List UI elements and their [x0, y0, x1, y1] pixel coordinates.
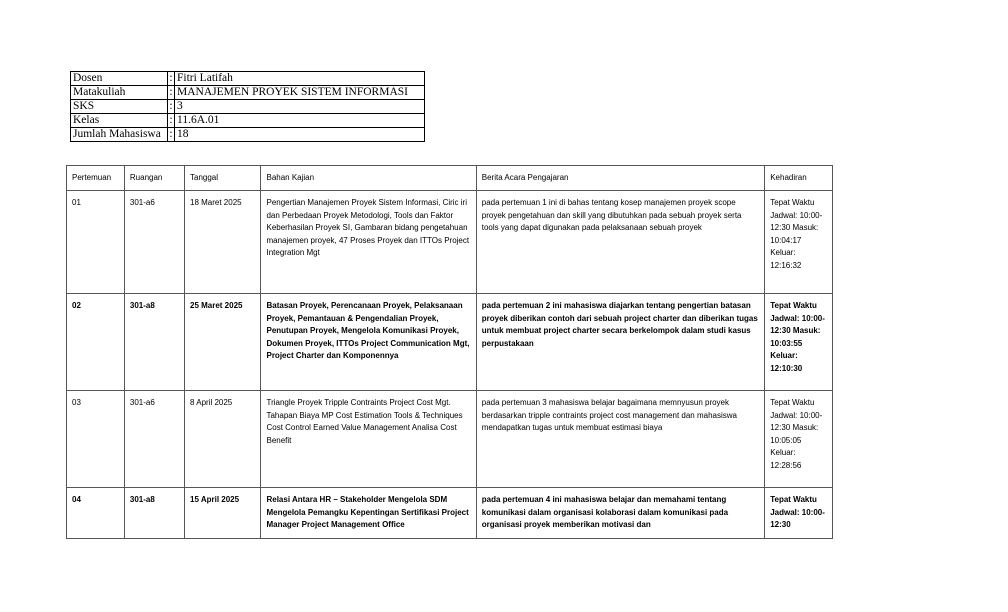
info-colon: : [169, 72, 173, 84]
info-value: 3 [175, 100, 425, 114]
cell-kehadiran: Tepat Waktu Jadwal: 10:00-12:30 Masuk: 10:03:55 Keluar: 12:10:30 [765, 294, 833, 391]
info-row-kelas [71, 114, 425, 128]
table-header-row [67, 166, 833, 191]
cell-berita-acara: pada pertemuan 3 mahasiswa belajar bagaimana memnyusun proyek berdasarkan tripple contraints project cost management dan mahasiswa mendapatkan tugas untuk membuat estimasi biaya [476, 391, 764, 488]
cell-ruangan: 301-a6 [124, 391, 184, 488]
cell-pertemuan: 02 [67, 294, 125, 391]
cell-kehadiran: Tepat Waktu Jadwal: 10:00-12:30 Masuk: 10:05:05 Keluar: 12:28:56 [765, 391, 833, 488]
cell-pertemuan: 01 [67, 191, 125, 294]
info-label: SKS [71, 100, 168, 114]
cell-pertemuan: 04 [67, 488, 125, 539]
cell-bahan-kajian: Relasi Antara HR – Stakeholder Mengelola SDM Mengelola Pemangku Kepentingan Sertifikasi Project Manager Project Management Office [261, 488, 476, 539]
cell-tanggal: 8 April 2025 [185, 391, 261, 488]
info-row-sks [71, 100, 425, 114]
header-bahan-kajian: Bahan Kajian [261, 166, 476, 191]
info-value: MANAJEMEN PROYEK SISTEM INFORMASI [175, 86, 425, 100]
cell-kehadiran: Tepat Waktu Jadwal: 10:00-12:30 [765, 488, 833, 539]
table-row [67, 391, 833, 488]
info-colon: : [169, 100, 173, 112]
course-info-table [70, 71, 425, 142]
header-kehadiran: Kehadiran [765, 166, 833, 191]
cell-kehadiran: Tepat Waktu Jadwal: 10:00-12:30 Masuk: 10:04:17 Keluar: 12:16:32 [765, 191, 833, 294]
table-row [67, 191, 833, 294]
info-row-matakuliah [71, 86, 425, 100]
info-label: Dosen [71, 72, 168, 86]
cell-berita-acara: pada pertemuan 1 ini di bahas tentang kosep manajemen proyek scope proyek pengetahuan dan skill yang dibutuhkan pada sebuah proyek serta tools yang dapat digunakan pada pelaksanaan sebuah proyek [476, 191, 764, 294]
cell-ruangan: 301-a8 [124, 294, 184, 391]
cell-tanggal: 15 April 2025 [185, 488, 261, 539]
cell-bahan-kajian: Batasan Proyek, Perencanaan Proyek, Pelaksanaan Proyek, Pemantauan & Pengendalian Proyek, Penutupan Proyek, Mengelola Komunikasi Proyek, Dokumen Proyek, ITTOs Project Communication Mgt, Project Charter dan Komponennya [261, 294, 476, 391]
cell-tanggal: 18 Maret 2025 [185, 191, 261, 294]
header-berita-acara: Berita Acara Pengajaran [476, 166, 764, 191]
header-tanggal: Tanggal [185, 166, 261, 191]
info-value: 18 [175, 128, 425, 142]
cell-pertemuan: 03 [67, 391, 125, 488]
cell-bahan-kajian: Triangle Proyek Tripple Contraints Project Cost Mgt. Tahapan Biaya MP Cost Estimation Tools & Techniques Cost Control Earned Value Management Analisa Cost Benefit [261, 391, 476, 488]
cell-ruangan: 301-a6 [124, 191, 184, 294]
header-pertemuan: Pertemuan [67, 166, 125, 191]
info-row-dosen [71, 72, 425, 86]
info-value: Fitri Latifah [175, 72, 425, 86]
table-row [67, 488, 833, 539]
info-colon: : [169, 86, 173, 98]
info-colon: : [169, 114, 173, 126]
info-row-jumlah [71, 128, 425, 142]
cell-tanggal: 25 Maret 2025 [185, 294, 261, 391]
cell-berita-acara: pada pertemuan 4 ini mahasiswa belajar dan memahami tentang komunikasi dalam organisasi kolaborasi dalam komunikasi pada organisasi proyek memberikan motivasi dan [476, 488, 764, 539]
cell-ruangan: 301-a8 [124, 488, 184, 539]
header-ruangan: Ruangan [124, 166, 184, 191]
table-row [67, 294, 833, 391]
info-colon: : [169, 128, 173, 140]
info-label: Kelas [71, 114, 168, 128]
cell-bahan-kajian: Pengertian Manajemen Proyek Sistem Informasi, Ciric iri dan Perbedaan Proyek Metodologi, Tools dan Faktor Keberhasilan Proyek SI, Gambaran bidang pengetahuan manajemen proyek, 47 Proses Proyek dan ITTOs Project Integration Mgt [261, 191, 476, 294]
info-label: Matakuliah [71, 86, 168, 100]
info-label: Jumlah Mahasiswa [71, 128, 168, 142]
cell-berita-acara: pada pertemuan 2 ini mahasiswa diajarkan tentang pengertian batasan proyek diberikan contoh dari sebuah project charter dan diberikan tugas untuk membuat project charter secara berkelompok dalam studi kasus perpustakaan [476, 294, 764, 391]
info-value: 11.6A.01 [175, 114, 425, 128]
attendance-table [66, 165, 833, 539]
